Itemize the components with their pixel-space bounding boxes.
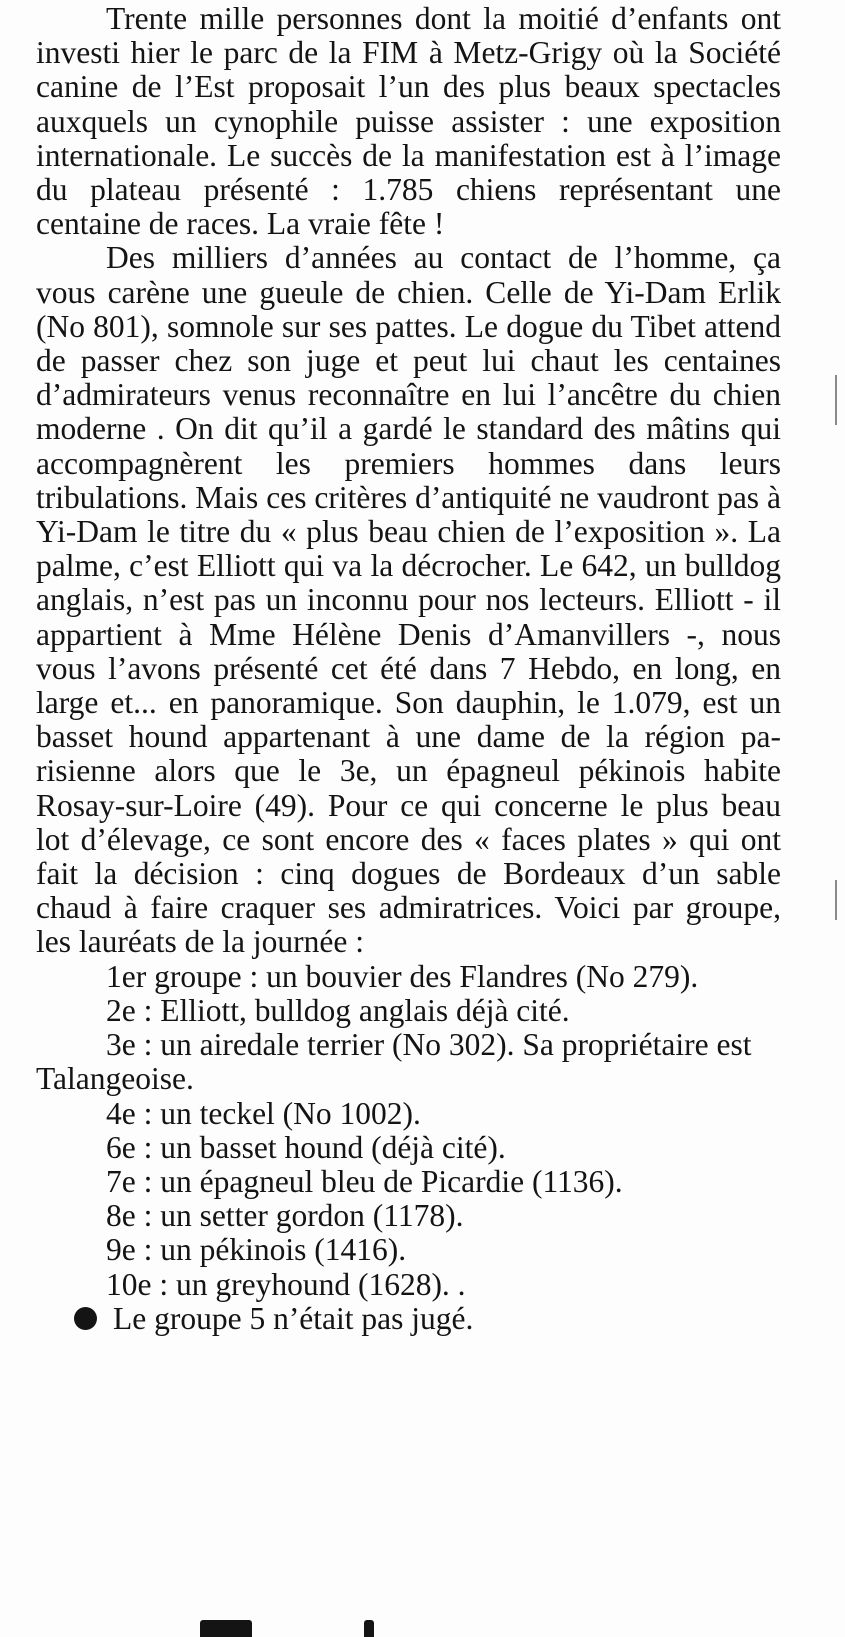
winner-group-8: 8e : un setter gordon (1178). xyxy=(106,1198,464,1234)
article-paragraph-intro: Trente mille personnes dont la moitié d’enfants ont investi hier le parc de la FIM à Metz-Grigy où la Société canine de l’Est proposait l’un des plus beaux spectacles auxquels un cynophile puisse assister : une exposition internationale. Le succès de la manifestation est à l’image du plateau présenté : 1.785 chiens représentant une centaine de races. La vraie fête ! xyxy=(36,1,781,242)
article-column xyxy=(36,2,781,1336)
cropped-next-heading xyxy=(200,1620,460,1637)
winner-group-7: 7e : un épagneul bleu de Picardie (1136). xyxy=(106,1163,623,1199)
scan-edge-mark xyxy=(835,880,837,920)
article-paragraph-body: Des milliers d’années au contact de l’homme, ça vous carène une gueule de chien. Celle de Yi-Dam Erlik (No 801), somnole sur ses pattes. Le dogue du Tibet attend de passer chez son juge et peut lui chaut les centaines d’admirateurs venus reconnaître en lui l’ancêtre du chien moderne . On dit qu’il a gardé le standard des mâtins qui accompagnèrent les premiers hommes dans leurs tribulations. Mais ces critères d’antiquité ne vaudront pas à Yi-Dam le titre du « plus beau chien de l’exposition ». La palme, c’est Elliott qui va la décrocher. Le 642, un bulldog anglais, n’est pas un inconnu pour nos lecteurs. Elliott - il appartient à Mme Hélène Denis d’Amanvillers -, nous vous l’avons présenté cet été dans 7 Hebdo, en long, en large et... en panoramique. Son dauphin, le 1.079, est un basset hound appartenant à une dame de la région parisienne alors que le 3e, un épagneul pékinois habite Rosay-sur-Loire (49). Pour ce qui concerne le plus beau lot d’élevage, ce sont encore des « faces plates » qui ont fait la décision : cinq dogues de Bordeaux d’un sable chaud à faire craquer ses admiratrices. Voici par groupe, les lauréats de la journée : xyxy=(36,240,781,960)
scan-edge-mark xyxy=(835,375,837,425)
winner-group-4: 4e : un teckel (No 1002). xyxy=(106,1095,421,1131)
winners-list xyxy=(36,960,781,1302)
winner-group-2: 2e : Elliott, bulldog anglais déjà cité. xyxy=(106,992,570,1028)
cropped-glyph xyxy=(364,1620,374,1637)
group-note-text: Le groupe 5 n’était pas jugé. xyxy=(113,1300,474,1336)
winner-group-10: 10e : un greyhound (1628). . xyxy=(106,1266,466,1302)
winner-group-1: 1er groupe : un bouvier des Flandres (No 279). xyxy=(106,958,699,994)
winner-group-6: 6e : un basset hound (déjà cité). xyxy=(106,1129,506,1165)
cropped-glyph xyxy=(200,1620,252,1637)
winner-group-3: 3e : un airedale terrier (No 302). Sa propriétaire est Talangeoise. xyxy=(36,1027,752,1097)
winner-group-9: 9e : un pékinois (1416). xyxy=(106,1232,407,1268)
group-note xyxy=(36,1302,781,1336)
bullet-dot-icon xyxy=(74,1307,97,1330)
